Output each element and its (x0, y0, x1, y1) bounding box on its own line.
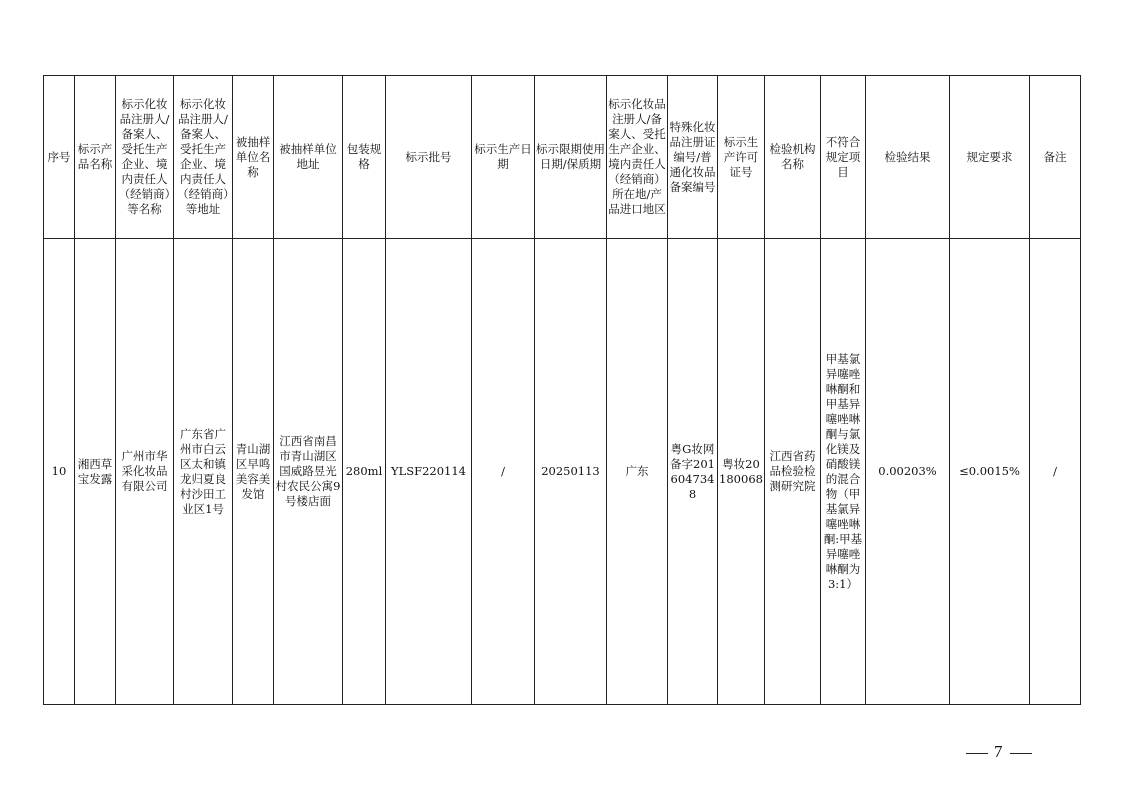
cell-production-date: / (472, 239, 535, 705)
header-sampled-unit-name: 被抽样单位名称 (233, 76, 274, 239)
cell-seq: 10 (44, 239, 75, 705)
table-header-row (44, 76, 1081, 239)
header-package-spec: 包装规格 (343, 76, 386, 239)
cell-nonconforming-item: 甲基氯异噻唑啉酮和甲基异噻唑啉酮与氯化镁及硝酸镁的混合物（甲基氯异噻唑啉酮:甲基异噻唑啉酮为3:1） (821, 239, 866, 705)
header-product-name: 标示产品名称 (75, 76, 116, 239)
header-origin-region: 标示化妆品注册人/备案人、受托生产企业、境内责任人（经销商）所在地/产品进口地区 (607, 76, 668, 239)
cell-package-spec: 280ml (343, 239, 386, 705)
cell-sampled-unit-name: 青山湖区早鸣美容美发馆 (233, 239, 274, 705)
header-registration-number: 特殊化妆品注册证编号/普通化妆品备案编号 (668, 76, 718, 239)
page-number-value: 7 (994, 742, 1004, 761)
header-sampled-unit-address: 被抽样单位地址 (274, 76, 343, 239)
inspection-results-table (43, 75, 1081, 705)
cell-production-license: 粤妆20180068 (718, 239, 765, 705)
cell-batch-number: YLSF220114 (386, 239, 472, 705)
cell-expiry-date: 20250113 (535, 239, 607, 705)
cell-remarks: / (1030, 239, 1081, 705)
cell-requirement: ≤0.0015% (950, 239, 1030, 705)
cell-testing-institution: 江西省药品检验检测研究院 (765, 239, 821, 705)
cell-sampled-unit-address: 江西省南昌市青山湖区国威路昱光村农民公寓9号楼店面 (274, 239, 343, 705)
cell-test-result: 0.00203% (866, 239, 950, 705)
cell-company-address: 广东省广州市白云区太和镇龙归夏良村沙田工业区1号 (174, 239, 233, 705)
page-number (960, 742, 1038, 762)
table-row (44, 239, 1081, 705)
cell-product-name: 湘西草宝发露 (75, 239, 116, 705)
header-requirement: 规定要求 (950, 76, 1030, 239)
page-number-right-dash (1010, 753, 1032, 754)
header-nonconforming-item: 不符合规定项目 (821, 76, 866, 239)
header-production-license: 标示生产许可证号 (718, 76, 765, 239)
header-testing-institution: 检验机构名称 (765, 76, 821, 239)
cell-origin-region: 广东 (607, 239, 668, 705)
header-company-address: 标示化妆品注册人/备案人、受托生产企业、境内责任人（经销商）等地址 (174, 76, 233, 239)
cell-registration-number: 粤G妆网备字2016047348 (668, 239, 718, 705)
header-seq: 序号 (44, 76, 75, 239)
header-remarks: 备注 (1030, 76, 1081, 239)
header-company-name: 标示化妆品注册人/备案人、受托生产企业、境内责任人（经销商）等名称 (116, 76, 174, 239)
header-expiry-date: 标示限期使用日期/保质期 (535, 76, 607, 239)
cell-company-name: 广州市华采化妆品有限公司 (116, 239, 174, 705)
page-number-left-dash (966, 753, 988, 754)
header-test-result: 检验结果 (866, 76, 950, 239)
header-batch-number: 标示批号 (386, 76, 472, 239)
header-production-date: 标示生产日期 (472, 76, 535, 239)
